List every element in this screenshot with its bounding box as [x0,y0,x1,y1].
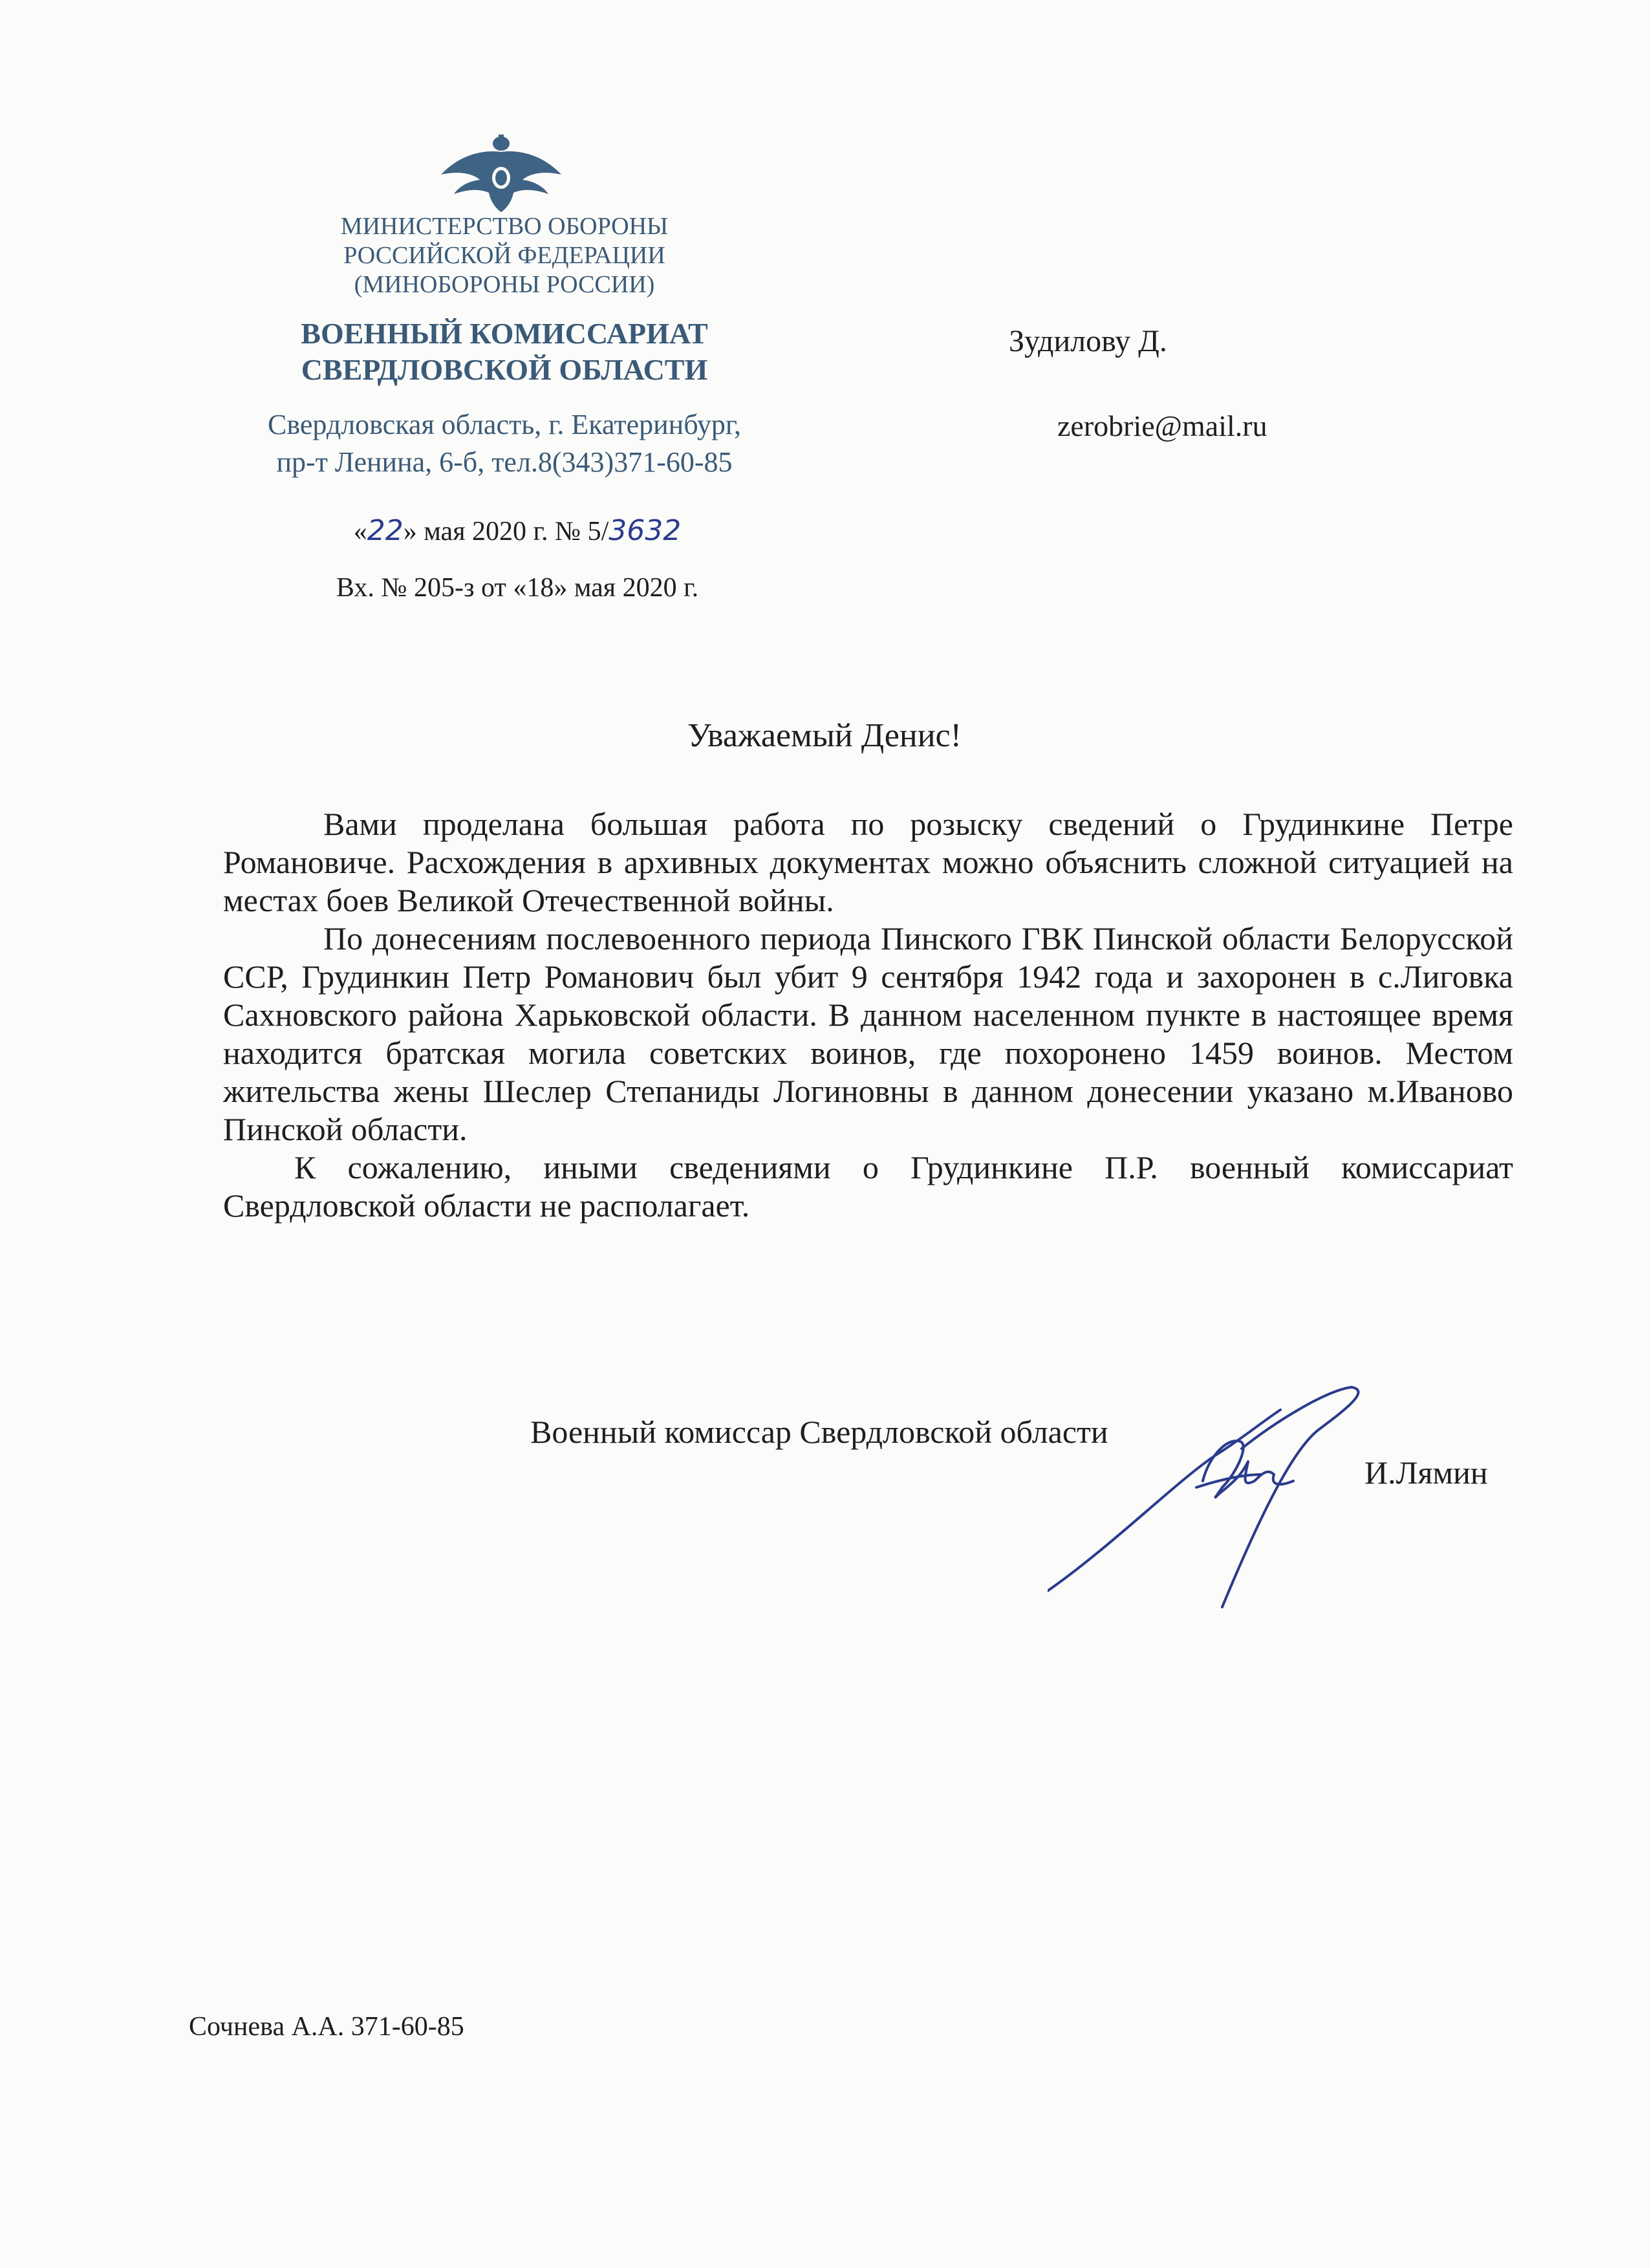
paragraph: Вами проделана большая работа по розыску сведений о Грудинкине Петре Романовиче. Расхождения в архивных документах можно объяснить сложной ситуацией на местах боев Великой Отечественной войны. [223,806,1513,918]
outgoing-registration [194,514,841,547]
ministry-line: РОССИЙСКОЙ ФЕДЕРАЦИИ [343,242,665,269]
outgoing-date-text: » мая 2020 г. № 5/ [403,517,609,546]
address-line: Свердловская область, г. Екатеринбург, [268,409,741,440]
letter-body [223,805,1513,1225]
signatory-title: Военный комиссар Свердловской области [530,1414,1108,1450]
handwritten-signature [1048,1384,1384,1630]
incoming-registration: Вх. № 205-з от «18» мая 2020 г. [336,573,699,603]
greeting: Уважаемый Денис! [687,717,962,754]
handwritten-number: 3632 [609,514,682,547]
emblem-eagle-icon [440,129,563,213]
recipient-email: zerobrie@mail.ru [1057,409,1267,442]
quote-open: « [353,517,367,546]
ministry-line: МИНИСТЕРСТВО ОБОРОНЫ [340,213,669,240]
handwritten-day: 22 [367,514,404,547]
address-line: пр-т Ленина, 6-б, тел.8(343)371-60-85 [276,446,733,478]
paragraph: К сожалению, иными сведениями о Грудинкине П.Р. военный комиссариат Свердловской области не располагает. [223,1149,1513,1224]
ministry-block [246,212,763,299]
ministry-line: (МИНОБОРОНЫ РОССИИ) [354,271,655,298]
commissariat-line: ВОЕННЫЙ КОМИССАРИАТ [301,317,708,350]
signatory-name: И.Лямин [1364,1454,1488,1491]
paragraph: По донесениям послевоенного периода Пинского ГВК Пинской области Белорусской ССР, Грудинкин Петр Романович был убит 9 сентября 1942 года и захоронен в с.Лиговка Сахновского района Харьковской области. В данном населенном пункте в настоящее время находится братская могила советских воинов, где похоронено 1459 воинов. Местом жительства жены Шеслер Степаниды Логиновны в данном донесении указано м.Иваново Пинской области. [223,920,1513,1147]
executor-contact: Сочнева А.А. 371-60-85 [189,2012,464,2042]
recipient-name: Зудилову Д. [1009,324,1167,358]
commissariat-title [213,316,795,388]
sender-address [181,406,828,481]
commissariat-line: СВЕРДЛОВСКОЙ ОБЛАСТИ [301,353,708,386]
